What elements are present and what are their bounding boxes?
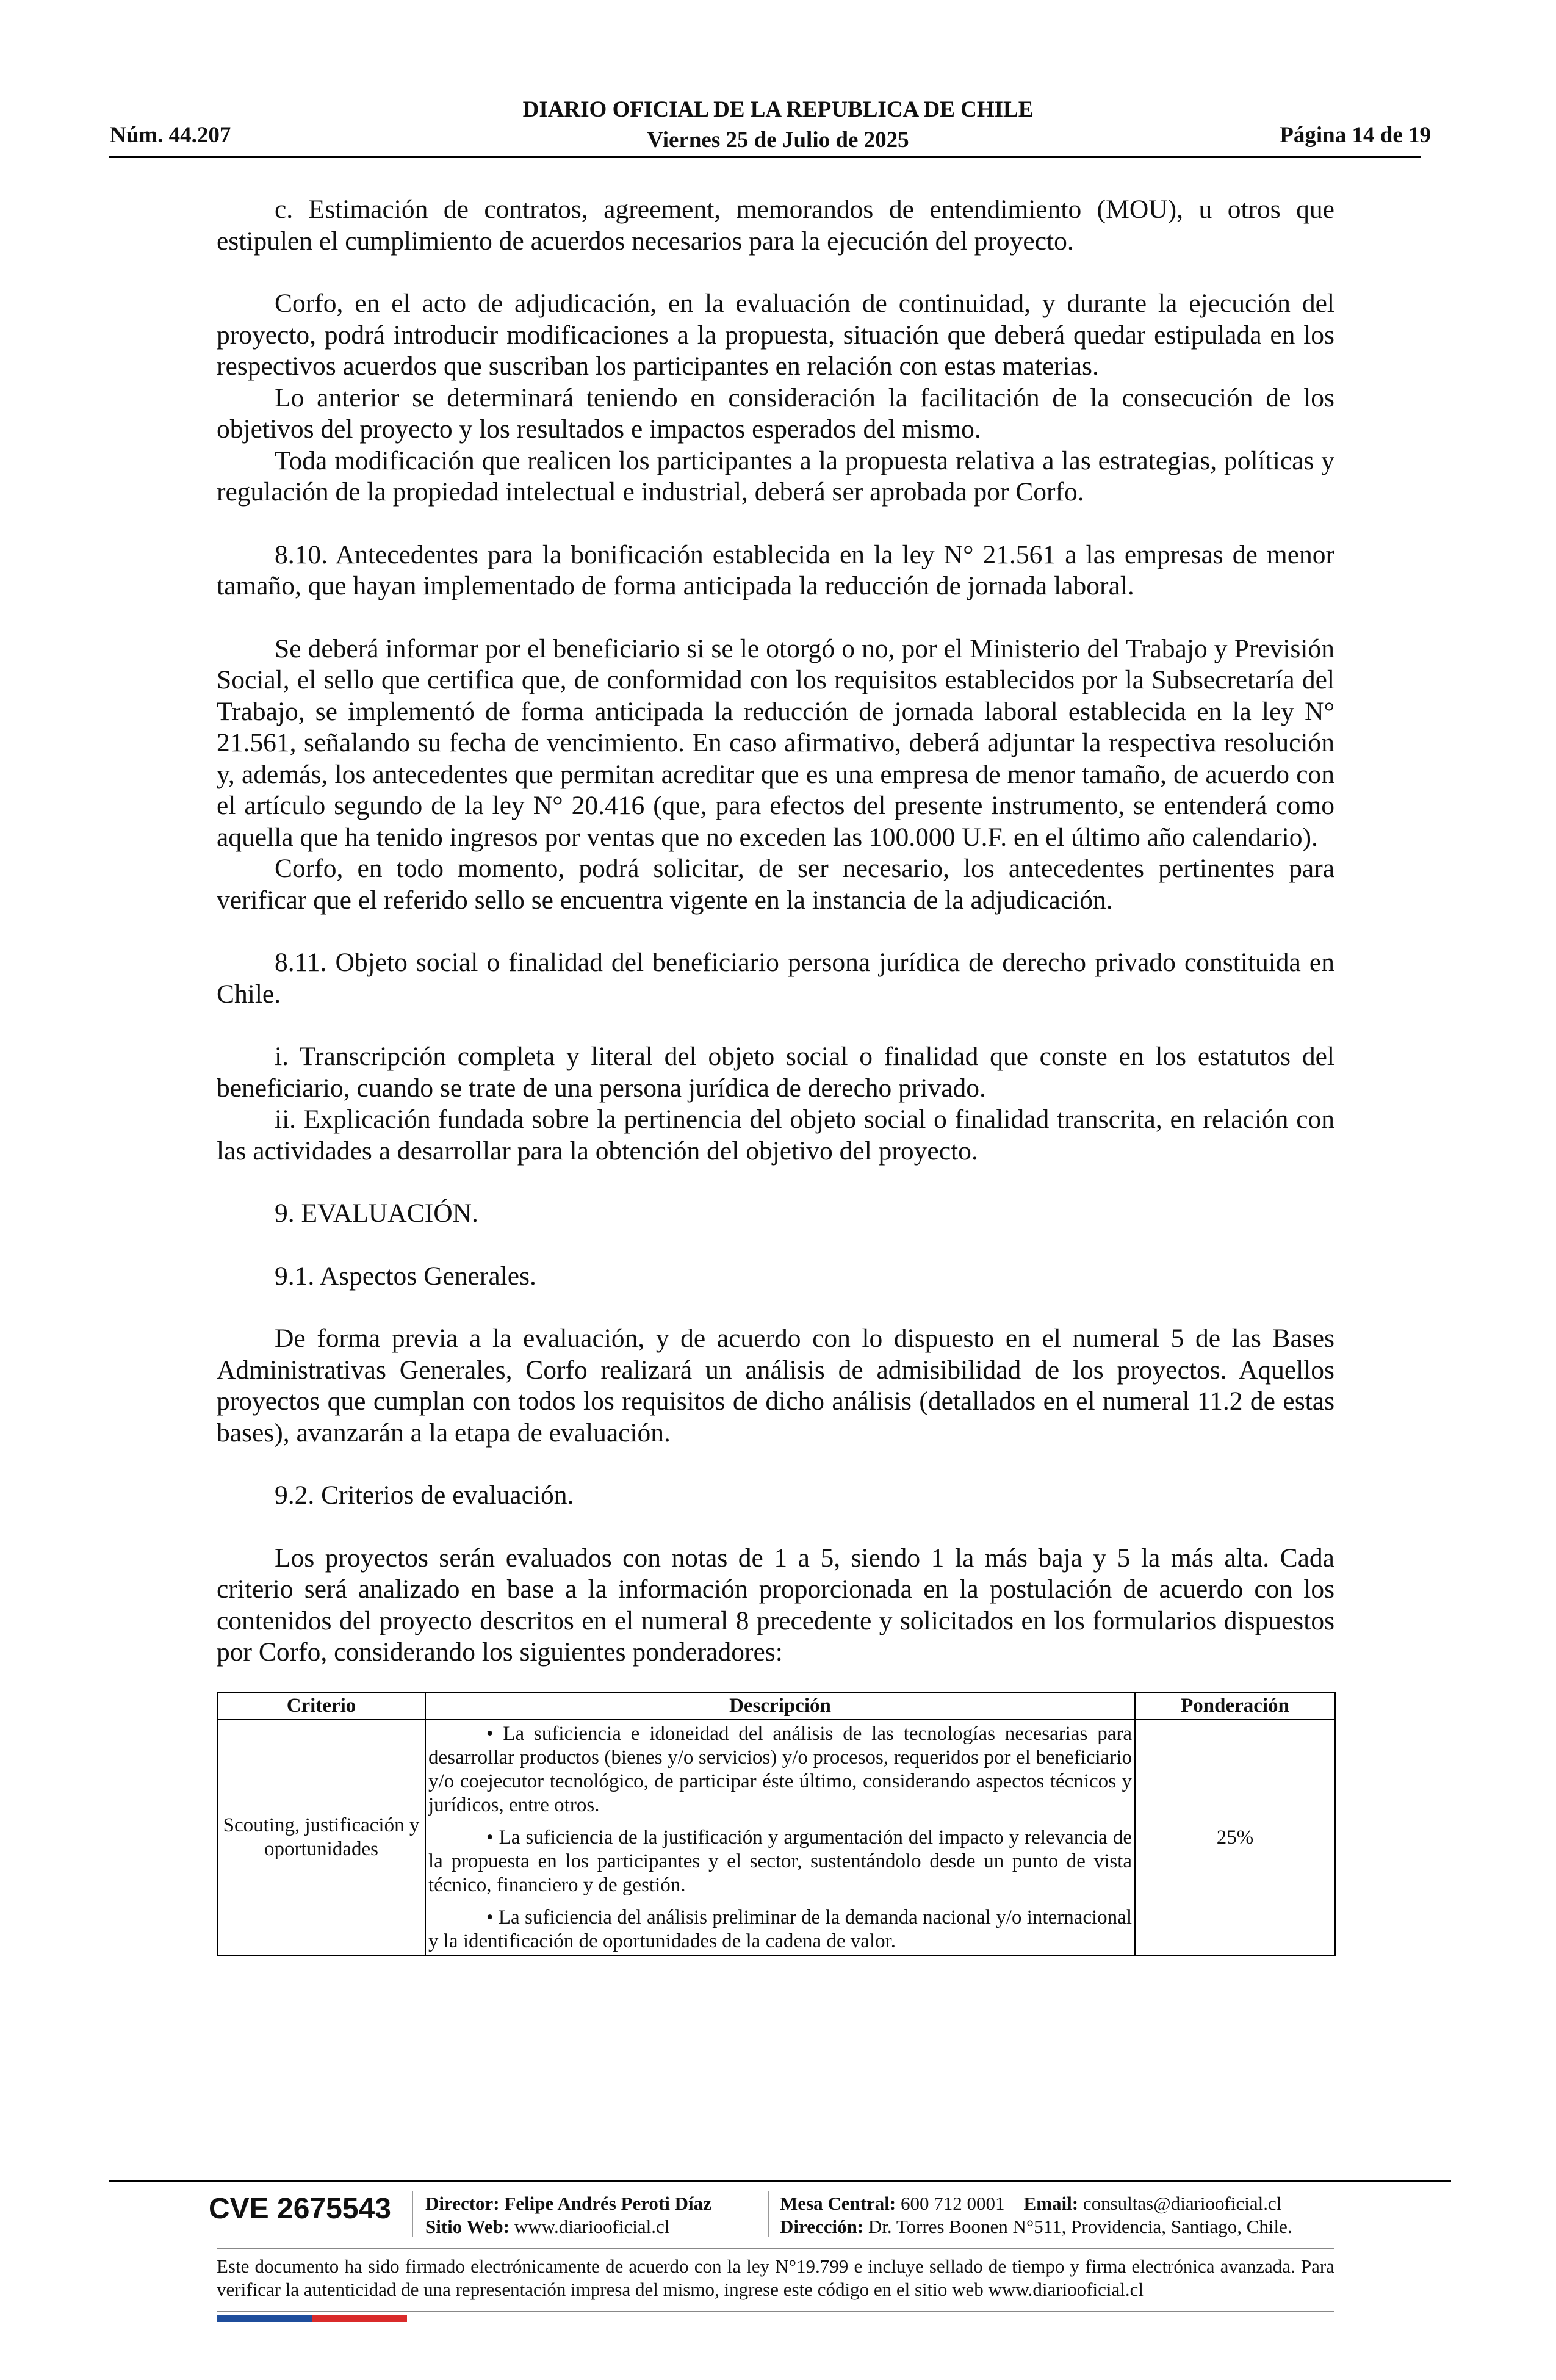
paragraph: De forma previa a la evaluación, y de acuerdo con lo dispuesto en el numeral 5 de las Bases Administrativas Generales, Corfo realizará un análisis de admisibilidad de los proyectos. Aquellos proyectos que cumplan con todos los requisitos de dicho análisis (detallados en el numeral 11.2 de estas bases), avanzarán a la etapa de evaluación. — [217, 1324, 1334, 1448]
description-bullet: • La suficiencia e idoneidad del análisis de las tecnologías necesarias para desarrollar productos (bienes y/o servicios) y/o procesos, requeridos por el beneficiario y/o coejecutor tecnológico, de participar éste último, considerando aspectos técnicos y jurídicos, entre otros. — [428, 1722, 1132, 1816]
evaluation-criteria-table — [217, 1692, 1336, 1956]
section-heading-9: 9. EVALUACIÓN. — [275, 1199, 478, 1228]
phone-number: 600 712 0001 — [901, 2193, 1005, 2214]
paragraph: Lo anterior se determinará teniendo en consideración la facilitación de la consecución de los objetivos del proyecto y los resultados e impactos esperados del mismo. — [217, 383, 1334, 444]
paragraph: Corfo, en todo momento, podrá solicitar, de ser necesario, los antecedentes pertinentes para verificar que el referido sello se encuentra vigente en la instancia de la adjudicación. — [217, 854, 1334, 915]
signature-notice: Este documento ha sido firmado electrónicamente de acuerdo con la ley N°19.799 e incluye sellado de tiempo y firma electrónica avanzada. Para verificar la autenticidad de una representación impresa del mismo, ingrese este código en el sitio web www.diariooficial.cl — [217, 2256, 1334, 2300]
flag-segment — [217, 2315, 264, 2322]
paragraph: c. Estimación de contratos, agreement, memorandos de entendimiento (MOU), u otros que estipulen el cumplimiento de acuerdos necesarios para la ejecución del proyecto. — [217, 195, 1334, 256]
journal-title: DIARIO OFICIAL DE LA REPUBLICA DE CHILE — [522, 97, 1034, 122]
column-header: Descripción — [425, 1692, 1135, 1720]
section-heading-9-2: 9.2. Criterios de evaluación. — [275, 1480, 574, 1510]
description-bullet: • La suficiencia del análisis preliminar de la demanda nacional y/o internacional y la identificación de oportunidades de la cadena de valor. — [428, 1906, 1132, 1952]
director-label: Director: Felipe Andrés Peroti Díaz — [425, 2193, 711, 2214]
paragraph: ii. Explicación fundada sobre la pertinencia del objeto social o finalidad transcrita, en relación con las actividades a desarrollar para la obtención del objetivo del proyecto. — [217, 1105, 1334, 1166]
section-heading-8-11: 8.11. Objeto social o finalidad del beneficiario persona jurídica de derecho privado constituida en Chile. — [217, 948, 1334, 1009]
flag-segment — [312, 2315, 359, 2322]
flag-segment — [359, 2315, 407, 2322]
page-number: Página 14 de 19 — [1280, 123, 1431, 148]
phone-label: Mesa Central: — [780, 2193, 896, 2214]
website-link[interactable]: www.diariooficial.cl — [514, 2216, 670, 2237]
flag-segment — [264, 2315, 312, 2322]
table-row — [217, 1720, 1335, 1956]
criterion-cell: Scouting, justificación y oportunidades — [217, 1720, 425, 1956]
cve-code: CVE 2675543 — [209, 2193, 391, 2225]
paragraph: Corfo, en el acto de adjudicación, en la evaluación de continuidad, y durante la ejecución del proyecto, podrá introducir modificaciones a la propuesta, situación que deberá quedar estipulada en los respectivos acuerdos que suscriban los participantes en relación con estas materias. — [217, 289, 1334, 381]
footer-contact-right — [780, 2192, 1292, 2238]
paragraph: i. Transcripción completa y literal del objeto social o finalidad que conste en los estatutos del beneficiario, cuando se trate de una persona jurídica de derecho privado. — [217, 1042, 1334, 1103]
column-header: Criterio — [217, 1692, 425, 1720]
description-bullet: • La suficiencia de la justificación y argumentación del impacto y relevancia de la propuesta en los participantes y el sector, sustentándolo desde un punto de vista técnico, financiero y de gestión. — [428, 1826, 1132, 1896]
address: Dr. Torres Boonen N°511, Providencia, Santiago, Chile. — [868, 2216, 1292, 2237]
description-cell — [425, 1720, 1135, 1956]
footer-contact-left — [425, 2192, 711, 2238]
weight-cell: 25% — [1135, 1720, 1335, 1956]
column-header: Ponderación — [1135, 1692, 1335, 1720]
address-label: Dirección: — [780, 2216, 864, 2237]
paragraph: Se deberá informar por el beneficiario si se le otorgó o no, por el Ministerio del Trabajo y Previsión Social, el sello que certifica que, de conformidad con los requisitos establecidos por la Subsecretaría del Trabajo, se implementó de forma anticipada la reducción de jornada laboral establecida en la ley N° 21.561, señalando su fecha de vencimiento. En caso afirmativo, deberá adjuntar la respectiva resolución y, además, los antecedentes que permitan acreditar que es una empresa de menor tamaño, de acuerdo con el artículo segundo de la ley N° 20.416 (que, para efectos del presente instrumento, se entenderá como aquella que ha tenido ingresos por ventas que no exceden las 100.000 U.F. en el último año calendario). — [217, 633, 1334, 852]
footer-divider — [109, 2180, 1451, 2182]
header-divider — [109, 156, 1421, 158]
section-heading-8-10: 8.10. Antecedentes para la bonificación establecida en la ley N° 21.561 a las empresas de menor tamaño, que hayan implementado de forma anticipada la reducción de jornada laboral. — [217, 539, 1334, 600]
section-heading-9-1: 9.1. Aspectos Generales. — [275, 1261, 536, 1291]
paragraph: Los proyectos serán evaluados con notas de 1 a 5, siendo 1 la más baja y 5 la más alta. Cada criterio será analizado en base a la información proporcionada en la postulación de acuerdo con los contenidos del proyecto descritos en el numeral 8 precedente y solicitados en los formularios dispuestos por Corfo, considerando los siguientes ponderadores: — [217, 1543, 1334, 1667]
footer-divider — [217, 2311, 1334, 2312]
issue-date: Viernes 25 de Julio de 2025 — [647, 128, 909, 153]
footer-separator — [768, 2191, 769, 2237]
document-body — [217, 194, 1334, 1956]
paragraph: Toda modificación que realicen los participantes a la propuesta relativa a las estrategias, políticas y regulación de la propiedad intelectual e industrial, deberá ser aprobada por Corfo. — [217, 445, 1334, 507]
footer-separator — [412, 2191, 413, 2237]
footer-divider — [217, 2248, 1334, 2249]
table-header-row — [217, 1692, 1335, 1720]
email-label: Email: — [1023, 2193, 1079, 2214]
issue-number: Núm. 44.207 — [110, 123, 231, 148]
flag-stripe — [217, 2315, 407, 2322]
email-link[interactable]: consultas@diariooficial.cl — [1082, 2193, 1282, 2214]
web-label: Sitio Web: — [425, 2216, 510, 2237]
